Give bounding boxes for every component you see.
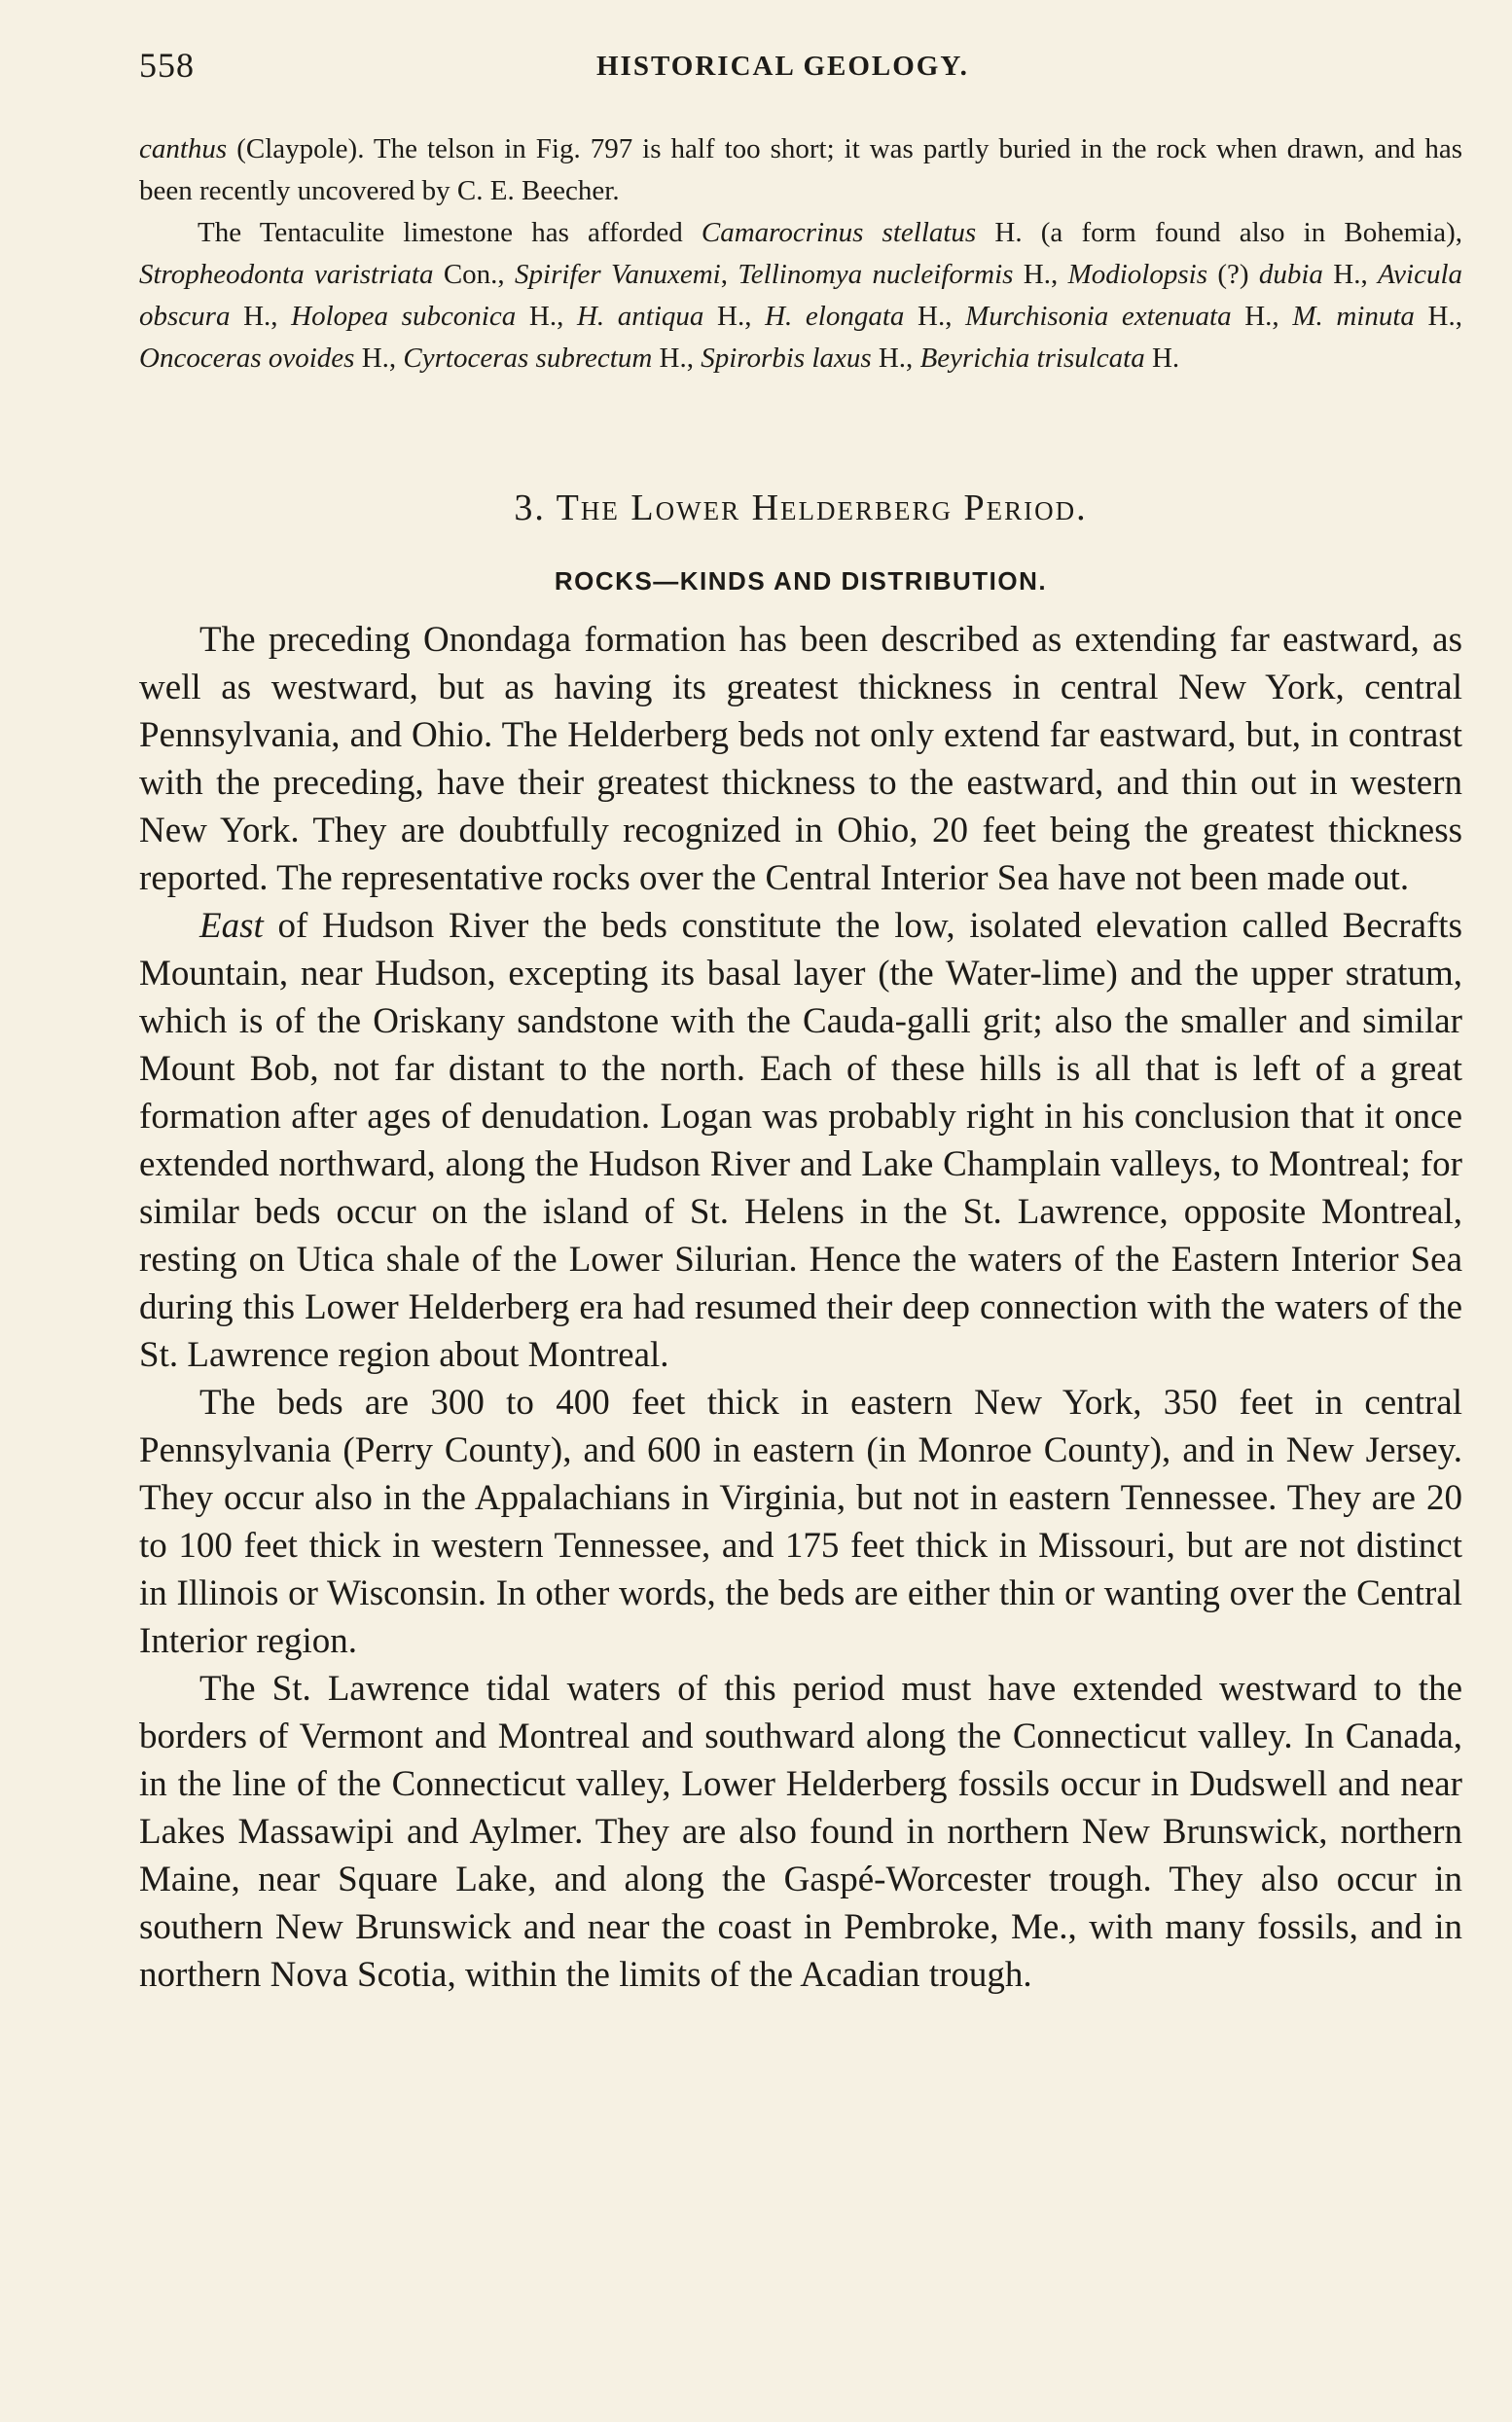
section-title: 3. The Lower Helderberg Period.: [514, 488, 1088, 528]
species-name: Spirorbis laxus: [701, 343, 872, 374]
species-author: H. (a form found also in Bohemia),: [976, 217, 1462, 248]
body-text: [139, 616, 1462, 1999]
fossil-note-text: (Claypole). The telson in Fig. 797 is half too short; it was partly buried in the rock when drawn, and has been recently uncovered by C. E. Beecher.: [139, 133, 1462, 206]
running-head: [139, 45, 1462, 93]
subsection-title: ROCKS—KINDS AND DISTRIBUTION.: [554, 566, 1048, 596]
body-paragraph-2-lead: East: [199, 906, 264, 946]
species-name: H. elongata: [765, 301, 905, 332]
species-name: Spirifer Vanuxemi: [515, 259, 721, 290]
species-name: Oncoceras ovoides: [139, 343, 355, 374]
body-paragraph-2-text: of Hudson River the beds constitute the low, isolated elevation called Becrafts Mountain, near Hudson, excepting its basal layer (the Water-lime) and the upper stratum, which is of the Oriskany sandstone with the Cauda-galli grit; also the smaller and similar Mount Bob, not far distant to the north. Each of these hills is all that is left of a great formation after ages of denudation. Logan was probably right in his conclusion that it once extended northward, along the Hudson River and Lake Champlain valleys, to Montreal; for similar beds occur on the island of St. Helens in the St. Lawrence, opposite Montreal, resting on Utica shale of the Lower Silurian. Hence the waters of the Eastern Interior Sea during this Lower Helderberg era had resumed their deep connection with the waters of the St. Lawrence region about Montreal.: [139, 906, 1462, 1375]
species-author: H.,: [1013, 259, 1068, 290]
species-name: Tellinomya nucleiformis: [738, 259, 1014, 290]
species-author: H.,: [1414, 301, 1462, 332]
species-author: (?): [1207, 259, 1259, 290]
species-name: Modiolopsis: [1067, 259, 1207, 290]
species-author: H.,: [652, 343, 702, 374]
fossil-note-paragraph-1: [139, 128, 1462, 212]
body-paragraph-3: The beds are 300 to 400 feet thick in eastern New York, 350 feet in central Pennsylvania (Perry County), and 600 in eastern (in Monroe County), and in New Jersey. They occur also in the Appalachians in Virginia, but not in eastern Tennessee. They are 20 to 100 feet thick in western Tennessee, and 175 feet thick in Missouri, but are not distinct in Illinois or Wisconsin. In other words, the beds are either thin or wanting over the Central Interior region.: [139, 1383, 1462, 1661]
species-author: H.,: [230, 301, 292, 332]
species-author: H.,: [703, 301, 766, 332]
species-name: Stropheodonta varistriata: [139, 259, 434, 290]
species-name: Beyrichia trisulcata: [919, 343, 1145, 374]
species-name: Cyrtoceras subrectum: [403, 343, 653, 374]
species-name: dubia: [1258, 259, 1323, 290]
fossil-note-lead-italic: canthus: [139, 133, 228, 164]
fossil-note-paragraph-2: [139, 212, 1462, 380]
species-author: H.,: [354, 343, 404, 374]
species-author: H.,: [904, 301, 966, 332]
body-paragraph-4: The St. Lawrence tidal waters of this period must have extended westward to the borders of Vermont and Montreal and southward along the Connecticut valley. In Canada, in the line of the Connecticut valley, Lower Helderberg fossils occur in Dudswell and near Lakes Massawipi and Aylmer. They are also found in northern New Brunswick, northern Maine, near Square Lake, and along the Gaspé-Worcester trough. They also occur in southern New Brunswick and near the coast in Pembroke, Me., with many fossils, and in northern Nova Scotia, within the limits of the Acadian trough.: [139, 1669, 1462, 1995]
species-author: H.,: [871, 343, 920, 374]
species-author: H.,: [1231, 301, 1293, 332]
body-paragraph-1: The preceding Onondaga formation has been described as extending far eastward, as well as westward, but as having its greatest thickness in central New York, central Pennsylvania, and Ohio. The Helderberg beds not only extend far eastward, but, in contrast with the preceding, have their greatest thickness to the eastward, and thin out in western New York. They are doubtfully recognized in Ohio, 20 feet being the greatest thickness reported. The representative rocks over the Central Interior Sea have not been made out.: [139, 620, 1462, 898]
running-title: HISTORICAL GEOLOGY.: [596, 51, 969, 82]
species-author: H.,: [516, 301, 577, 332]
fossil-note-lead: The Tentaculite limestone has afforded: [198, 217, 702, 248]
page-number: 558: [139, 46, 195, 85]
species-author: ,: [720, 259, 738, 290]
species-name: Murchisonia extenuata: [965, 301, 1232, 332]
species-name: M. minuta: [1292, 301, 1415, 332]
species-author: H.,: [1322, 259, 1379, 290]
species-name: Holopea subconica: [291, 301, 517, 332]
species-name: H. antiqua: [576, 301, 704, 332]
fossil-note: [139, 128, 1462, 380]
species-name: Camarocrinus stellatus: [701, 217, 977, 248]
body-paragraph-2: [139, 902, 1462, 1379]
species-author: Con.,: [433, 259, 516, 290]
species-author: H.: [1144, 343, 1180, 374]
species-name: Avicula obscura: [139, 259, 1463, 332]
